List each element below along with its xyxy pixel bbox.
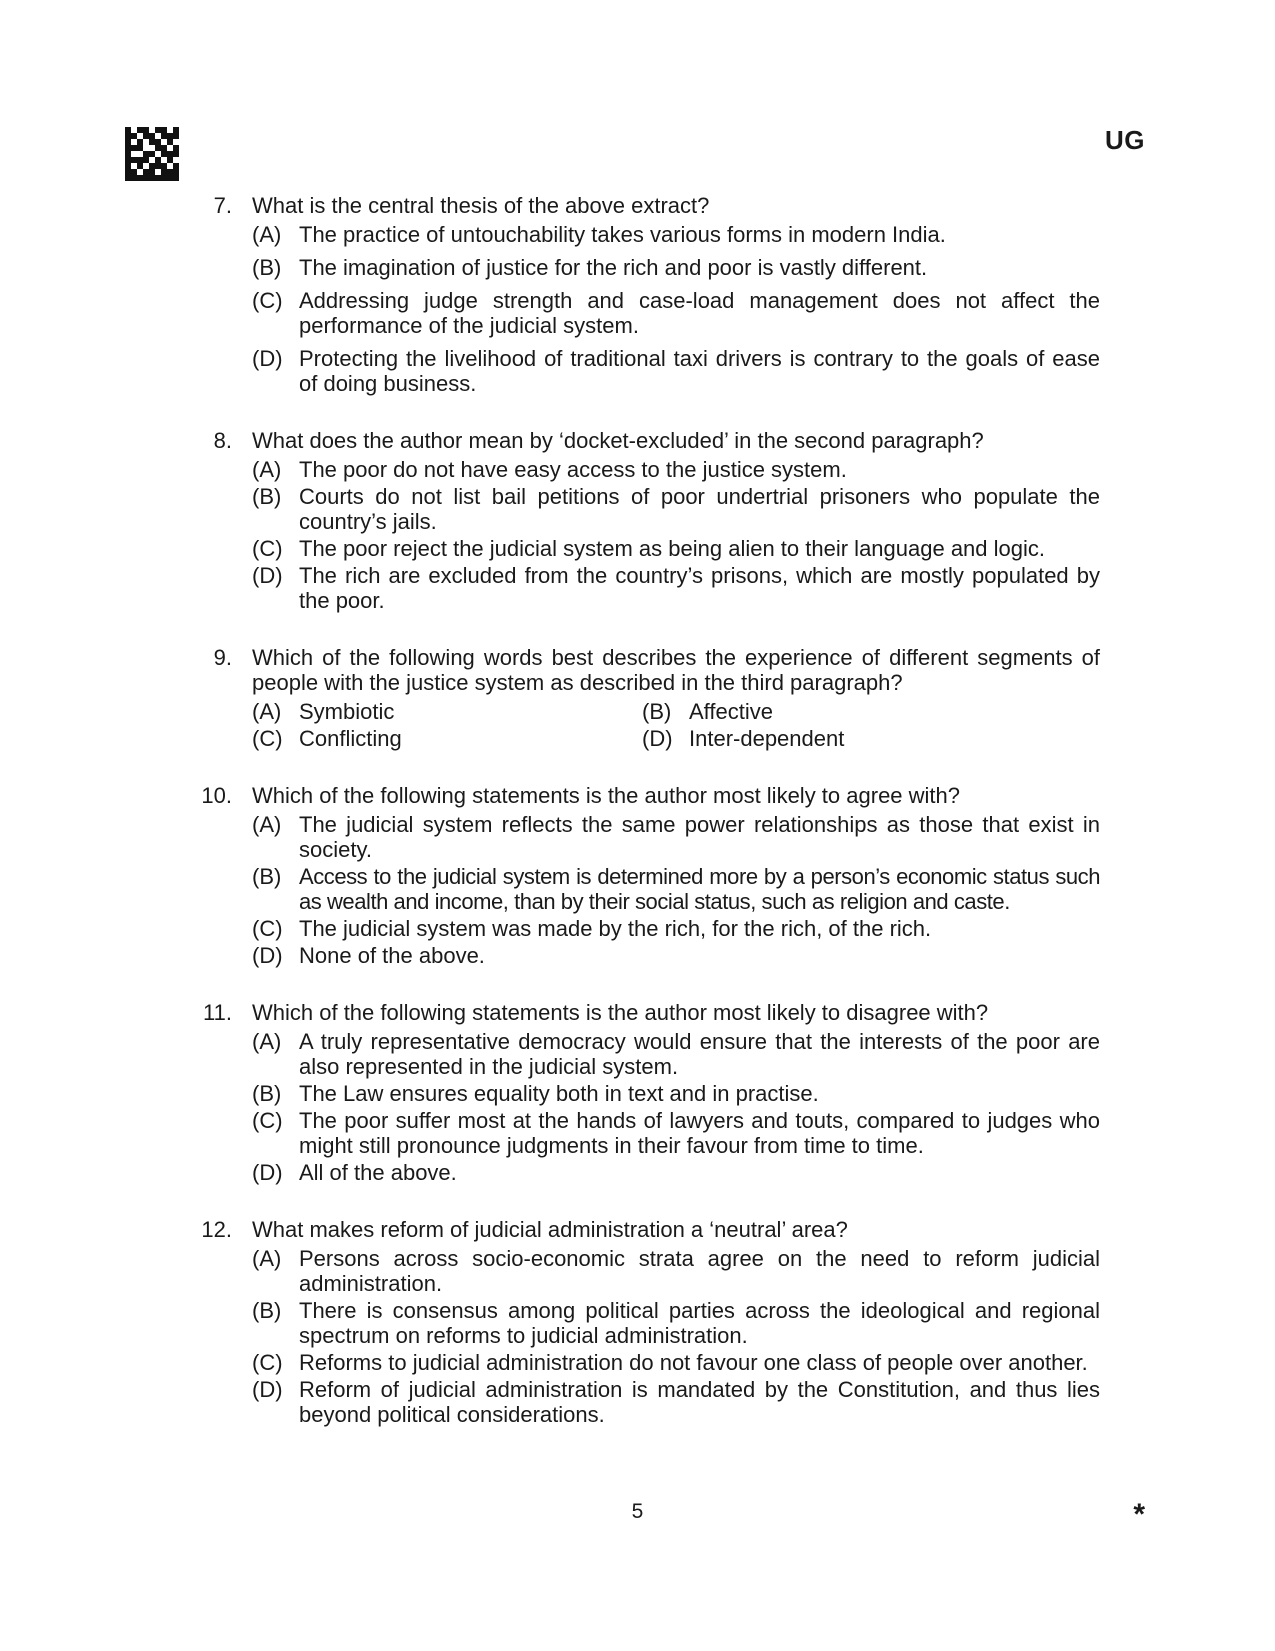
- option-b: [252, 484, 1100, 534]
- option-text: Reforms to judicial administration do not favour one class of people over another.: [299, 1350, 1088, 1375]
- option-label: (D): [252, 346, 283, 371]
- question-text: What does the author mean by ‘docket-excluded’ in the second paragraph?: [252, 428, 984, 453]
- option-label: (D): [252, 1377, 283, 1402]
- option-text: The judicial system was made by the rich, for the rich, of the rich.: [299, 916, 932, 941]
- option-text: A truly representative democracy would ensure that the interests of the poor are also represented in the judicial system.: [299, 1029, 1100, 1079]
- option-c: [252, 916, 1100, 941]
- option-d: [642, 726, 1100, 751]
- option-d: [252, 943, 1100, 968]
- option-b: [252, 1298, 1100, 1348]
- option-label: (C): [252, 288, 283, 313]
- option-label: (D): [252, 943, 283, 968]
- option-label: (C): [252, 916, 283, 941]
- option-a: [252, 699, 642, 724]
- option-text: Symbiotic: [299, 699, 395, 724]
- option-text: The practice of untouchability takes various forms in modern India.: [299, 222, 946, 247]
- question-text: What is the central thesis of the above extract?: [252, 193, 710, 218]
- question-number: 7.: [213, 193, 232, 218]
- question-9: [190, 645, 1100, 751]
- option-label: (D): [642, 726, 673, 751]
- option-text: The Law ensures equality both in text and in practise.: [299, 1081, 819, 1106]
- option-text: The rich are excluded from the country’s prisons, which are mostly populated by the poor.: [299, 563, 1100, 613]
- option-label: (C): [252, 1108, 283, 1133]
- option-a: [252, 457, 1100, 482]
- option-b: [252, 255, 1100, 280]
- question-text: Which of the following words best describes the experience of different segments of people with the justice system as described in the third paragraph?: [252, 645, 1100, 695]
- option-list: [190, 457, 1100, 613]
- option-label: (C): [252, 1350, 283, 1375]
- option-text: Conflicting: [299, 726, 402, 751]
- option-text: None of the above.: [299, 943, 485, 968]
- option-text: The judicial system reflects the same power relationships as those that exist in society.: [299, 812, 1100, 862]
- option-a: [252, 1246, 1100, 1296]
- option-text: Affective: [689, 699, 773, 724]
- option-c: [252, 1108, 1100, 1158]
- question-number: 12.: [201, 1217, 232, 1242]
- question-number: 9.: [213, 645, 232, 670]
- option-label: (B): [252, 1081, 282, 1106]
- datamatrix-barcode: [125, 127, 179, 181]
- question-8: [190, 428, 1100, 613]
- option-text: There is consensus among political parties across the ideological and regional spectrum on reforms to judicial administration.: [299, 1298, 1100, 1348]
- question-list: [190, 193, 1100, 1459]
- option-list: [190, 812, 1100, 968]
- option-b: [252, 1081, 1100, 1106]
- option-text: The poor do not have easy access to the justice system.: [299, 457, 847, 482]
- option-text: Access to the judicial system is determined more by a person’s economic status such as wealth and income, than by their social status, such as religion and caste.: [299, 864, 1100, 914]
- question-text: Which of the following statements is the author most likely to agree with?: [252, 783, 961, 808]
- option-list: [190, 1246, 1100, 1427]
- question-10: [190, 783, 1100, 968]
- option-d: [252, 563, 1100, 613]
- option-label: (D): [252, 563, 283, 588]
- option-text: Courts do not list bail petitions of poor undertrial prisoners who populate the country’s jails.: [299, 484, 1100, 534]
- option-label: (B): [642, 699, 672, 724]
- option-b: [252, 864, 1100, 914]
- option-a: [252, 1029, 1100, 1079]
- option-text: Inter-dependent: [689, 726, 845, 751]
- question-11: [190, 1000, 1100, 1185]
- option-label: (A): [252, 699, 282, 724]
- option-label: (D): [252, 1160, 283, 1185]
- option-text: Protecting the livelihood of traditional taxi drivers is contrary to the goals of ease of doing business.: [299, 346, 1100, 396]
- option-c: [252, 288, 1100, 338]
- option-label: (A): [252, 812, 282, 837]
- option-list: [190, 1029, 1100, 1185]
- question-text: What makes reform of judicial administration a ‘neutral’ area?: [252, 1217, 848, 1242]
- question-7: [190, 193, 1100, 396]
- option-c: [252, 726, 642, 751]
- option-c: [252, 536, 1100, 561]
- option-label: (A): [252, 1246, 282, 1271]
- option-label: (B): [252, 1298, 282, 1323]
- question-number: 10.: [201, 783, 232, 808]
- option-text: All of the above.: [299, 1160, 457, 1185]
- option-text: Persons across socio-economic strata agree on the need to reform judicial administration.: [299, 1246, 1100, 1296]
- option-label: (B): [252, 255, 282, 280]
- option-list: [190, 222, 1100, 396]
- option-b: [642, 699, 1100, 724]
- option-label: (C): [252, 536, 283, 561]
- option-text: Reform of judicial administration is mandated by the Constitution, and thus lies beyond political considerations.: [299, 1377, 1100, 1427]
- option-c: [252, 1350, 1100, 1375]
- star-mark: *: [1133, 1498, 1145, 1531]
- option-text: The imagination of justice for the rich and poor is vastly different.: [299, 255, 928, 280]
- option-label: (A): [252, 457, 282, 482]
- option-label: (B): [252, 864, 282, 889]
- option-label: (A): [252, 1029, 282, 1054]
- option-text: Addressing judge strength and case-load management does not affect the performance of the judicial system.: [299, 288, 1100, 338]
- option-d: [252, 346, 1100, 396]
- option-label: (C): [252, 726, 283, 751]
- option-label: (B): [252, 484, 282, 509]
- page-number: 5: [631, 1500, 644, 1523]
- question-text: Which of the following statements is the author most likely to disagree with?: [252, 1000, 989, 1025]
- question-12: [190, 1217, 1100, 1427]
- option-text: The poor suffer most at the hands of lawyers and touts, compared to judges who might still pronounce judgments in their favour from time to time.: [299, 1108, 1100, 1158]
- option-d: [252, 1377, 1100, 1427]
- option-label: (A): [252, 222, 282, 247]
- paper-code: UG: [1105, 125, 1145, 155]
- option-a: [252, 222, 1100, 247]
- option-text: The poor reject the judicial system as being alien to their language and logic.: [299, 536, 1046, 561]
- option-d: [252, 1160, 1100, 1185]
- question-number: 11.: [203, 1000, 232, 1025]
- question-number: 8.: [213, 428, 232, 453]
- option-a: [252, 812, 1100, 862]
- option-grid: [190, 699, 1100, 751]
